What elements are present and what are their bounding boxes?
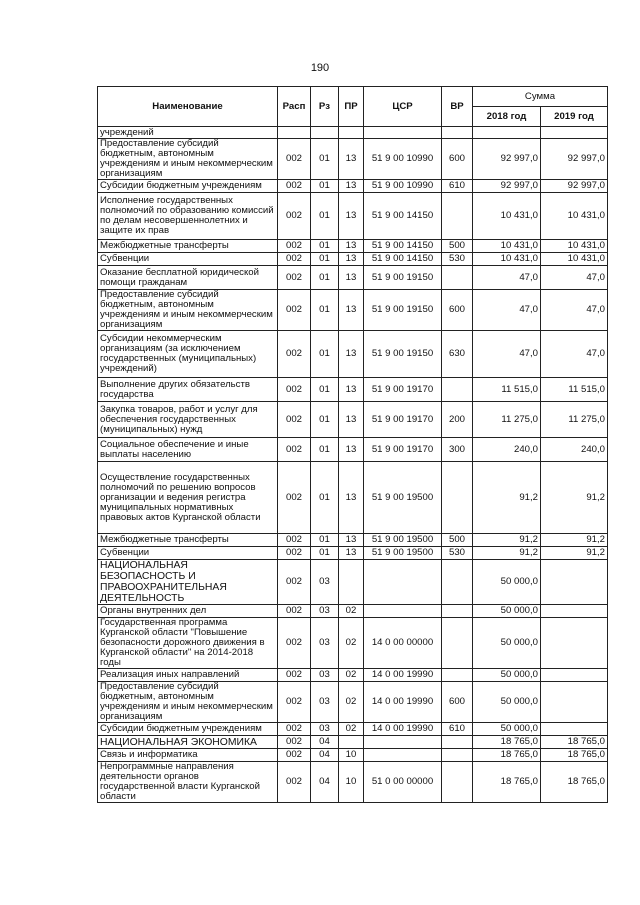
cell-2018: 50 000,0 xyxy=(473,618,541,669)
cell-csr: 51 9 00 14150 xyxy=(364,253,442,266)
cell-vr: 600 xyxy=(442,290,473,331)
cell-rasp: 002 xyxy=(278,547,311,560)
cell-2018: 10 431,0 xyxy=(473,253,541,266)
cell-rz: 01 xyxy=(311,378,339,402)
cell-pr: 13 xyxy=(339,378,364,402)
cell-2019: 10 431,0 xyxy=(541,240,608,253)
cell-2019 xyxy=(541,682,608,723)
cell-vr: 610 xyxy=(442,723,473,736)
cell-2019 xyxy=(541,605,608,618)
table-row xyxy=(98,534,608,547)
cell-rz: 01 xyxy=(311,402,339,438)
cell-2018: 18 765,0 xyxy=(473,762,541,803)
table-row xyxy=(98,547,608,560)
cell-rz: 01 xyxy=(311,331,339,378)
cell-name: НАЦИОНАЛЬНАЯ БЕЗОПАСНОСТЬ И ПРАВООХРАНИТЕЛЬНАЯ ДЕЯТЕЛЬНОСТЬ xyxy=(98,560,278,605)
cell-2018: 11 275,0 xyxy=(473,402,541,438)
table-row xyxy=(98,402,608,438)
cell-rz: 01 xyxy=(311,240,339,253)
table-row xyxy=(98,736,608,749)
cell-name: Межбюджетные трансферты xyxy=(98,534,278,547)
table-row xyxy=(98,438,608,462)
cell-vr xyxy=(442,266,473,290)
cell-rz: 01 xyxy=(311,290,339,331)
table-row xyxy=(98,180,608,193)
cell-name: Связь и информатика xyxy=(98,749,278,762)
cell-2019: 47,0 xyxy=(541,331,608,378)
cell-pr xyxy=(339,736,364,749)
cell-2018: 240,0 xyxy=(473,438,541,462)
cell-rasp: 002 xyxy=(278,180,311,193)
table-row xyxy=(98,240,608,253)
cell-2019: 92 997,0 xyxy=(541,180,608,193)
cell-name: НАЦИОНАЛЬНАЯ ЭКОНОМИКА xyxy=(98,736,278,749)
table-row xyxy=(98,127,608,139)
table-row xyxy=(98,290,608,331)
cell-name: Осуществление государственных полномочий по решению вопросов организации и ведения регистра муниципальных нормативных правовых актов Курганской области xyxy=(98,462,278,534)
cell-pr: 13 xyxy=(339,290,364,331)
cell-csr: 14 0 00 19990 xyxy=(364,669,442,682)
cell-2019: 18 765,0 xyxy=(541,762,608,803)
cell-name: Непрограммные направления деятельности органов государственной власти Курганской области xyxy=(98,762,278,803)
cell-name: Органы внутренних дел xyxy=(98,605,278,618)
cell-2019: 18 765,0 xyxy=(541,749,608,762)
cell-rz: 03 xyxy=(311,669,339,682)
cell-name: Социальное обеспечение и иные выплаты населению xyxy=(98,438,278,462)
cell-2018: 10 431,0 xyxy=(473,240,541,253)
cell-2018: 50 000,0 xyxy=(473,605,541,618)
cell-2018: 50 000,0 xyxy=(473,669,541,682)
cell-pr: 13 xyxy=(339,547,364,560)
cell-name: учреждений xyxy=(98,127,278,139)
cell-rz: 01 xyxy=(311,180,339,193)
cell-csr: 51 9 00 19170 xyxy=(364,438,442,462)
cell-2019: 91,2 xyxy=(541,534,608,547)
cell-csr: 14 0 00 00000 xyxy=(364,618,442,669)
table-row xyxy=(98,139,608,180)
cell-rasp: 002 xyxy=(278,534,311,547)
cell-2019: 47,0 xyxy=(541,290,608,331)
cell-rasp: 002 xyxy=(278,331,311,378)
cell-rz: 01 xyxy=(311,547,339,560)
cell-rasp: 002 xyxy=(278,193,311,240)
cell-rasp: 002 xyxy=(278,378,311,402)
cell-2019: 240,0 xyxy=(541,438,608,462)
header-name: Наименование xyxy=(98,87,278,127)
cell-vr: 500 xyxy=(442,240,473,253)
cell-2019: 10 431,0 xyxy=(541,193,608,240)
table-row xyxy=(98,266,608,290)
cell-rasp: 002 xyxy=(278,682,311,723)
cell-vr xyxy=(442,736,473,749)
cell-vr: 500 xyxy=(442,534,473,547)
cell-name: Межбюджетные трансферты xyxy=(98,240,278,253)
cell-rasp: 002 xyxy=(278,736,311,749)
cell-pr: 13 xyxy=(339,240,364,253)
cell-vr: 200 xyxy=(442,402,473,438)
cell-rz: 03 xyxy=(311,682,339,723)
cell-2018: 47,0 xyxy=(473,290,541,331)
cell-2018: 47,0 xyxy=(473,331,541,378)
cell-2018: 50 000,0 xyxy=(473,560,541,605)
cell-pr: 02 xyxy=(339,682,364,723)
cell-rz: 03 xyxy=(311,618,339,669)
cell-2019: 47,0 xyxy=(541,266,608,290)
page-number: 190 xyxy=(310,62,330,74)
cell-pr: 13 xyxy=(339,402,364,438)
cell-csr: 51 9 00 19500 xyxy=(364,462,442,534)
cell-csr: 51 9 00 14150 xyxy=(364,240,442,253)
cell-pr: 13 xyxy=(339,331,364,378)
cell-2019: 91,2 xyxy=(541,547,608,560)
cell-2018: 50 000,0 xyxy=(473,723,541,736)
cell-rasp: 002 xyxy=(278,723,311,736)
table-row xyxy=(98,462,608,534)
cell-2019: 10 431,0 xyxy=(541,253,608,266)
cell-pr: 13 xyxy=(339,438,364,462)
cell-rasp: 002 xyxy=(278,669,311,682)
cell-vr xyxy=(442,378,473,402)
cell-pr: 13 xyxy=(339,266,364,290)
table-row xyxy=(98,253,608,266)
cell-pr: 13 xyxy=(339,253,364,266)
cell-2018: 18 765,0 xyxy=(473,749,541,762)
cell-2018: 18 765,0 xyxy=(473,736,541,749)
cell-pr: 02 xyxy=(339,618,364,669)
cell-rz: 03 xyxy=(311,605,339,618)
cell-csr: 51 9 00 19500 xyxy=(364,547,442,560)
header-vr: ВР xyxy=(442,87,473,127)
cell-pr: 13 xyxy=(339,180,364,193)
cell-rz: 01 xyxy=(311,193,339,240)
cell-name: Государственная программа Курганской области "Повышение безопасности дорожного движения в Курганской области" на 2014-2018 годы xyxy=(98,618,278,669)
table-row xyxy=(98,749,608,762)
cell-2018: 50 000,0 xyxy=(473,682,541,723)
cell-name: Реализация иных направлений xyxy=(98,669,278,682)
table-row xyxy=(98,669,608,682)
cell-vr xyxy=(442,560,473,605)
cell-2018: 91,2 xyxy=(473,462,541,534)
cell-2018 xyxy=(473,127,541,139)
cell-name: Субвенции xyxy=(98,547,278,560)
cell-2018: 92 997,0 xyxy=(473,180,541,193)
cell-name: Выполнение других обязательств государства xyxy=(98,378,278,402)
cell-rz: 03 xyxy=(311,560,339,605)
cell-vr xyxy=(442,669,473,682)
cell-name: Субсидии некоммерческим организациям (за исключением государственных (муниципальных) учреждений) xyxy=(98,331,278,378)
cell-2019: 11 275,0 xyxy=(541,402,608,438)
table-body xyxy=(98,127,608,803)
table-row xyxy=(98,682,608,723)
cell-csr xyxy=(364,736,442,749)
cell-rz: 03 xyxy=(311,723,339,736)
cell-rasp: 002 xyxy=(278,139,311,180)
cell-2018: 11 515,0 xyxy=(473,378,541,402)
cell-name: Предоставление субсидий бюджетным, автономным учреждениям и иным некоммерческим организациям xyxy=(98,682,278,723)
cell-csr xyxy=(364,560,442,605)
cell-2019 xyxy=(541,560,608,605)
cell-name: Оказание бесплатной юридической помощи гражданам xyxy=(98,266,278,290)
cell-rz xyxy=(311,127,339,139)
header-rz: Рз xyxy=(311,87,339,127)
cell-rz: 01 xyxy=(311,139,339,180)
cell-rasp: 002 xyxy=(278,240,311,253)
cell-name: Закупка товаров, работ и услуг для обеспечения государственных (муниципальных) нужд xyxy=(98,402,278,438)
cell-pr: 10 xyxy=(339,749,364,762)
cell-2018: 47,0 xyxy=(473,266,541,290)
header-pr: ПР xyxy=(339,87,364,127)
cell-rz: 01 xyxy=(311,462,339,534)
cell-rz: 04 xyxy=(311,736,339,749)
cell-csr: 51 9 00 19150 xyxy=(364,290,442,331)
cell-name: Предоставление субсидий бюджетным, автономным учреждениям и иным некоммерческим организациям xyxy=(98,139,278,180)
cell-rasp: 002 xyxy=(278,462,311,534)
table-row xyxy=(98,605,608,618)
cell-vr: 300 xyxy=(442,438,473,462)
cell-csr: 51 9 00 19500 xyxy=(364,534,442,547)
cell-vr xyxy=(442,605,473,618)
header-2018: 2018 год xyxy=(473,107,541,127)
cell-rasp: 002 xyxy=(278,266,311,290)
cell-vr xyxy=(442,762,473,803)
cell-rz: 04 xyxy=(311,749,339,762)
cell-vr xyxy=(442,749,473,762)
header-rasp: Расп xyxy=(278,87,311,127)
cell-csr: 14 0 00 19990 xyxy=(364,682,442,723)
cell-csr: 51 9 00 19170 xyxy=(364,378,442,402)
cell-pr: 02 xyxy=(339,669,364,682)
cell-2019 xyxy=(541,127,608,139)
cell-csr: 14 0 00 19990 xyxy=(364,723,442,736)
table-row xyxy=(98,193,608,240)
cell-csr: 51 9 00 19150 xyxy=(364,266,442,290)
cell-2019 xyxy=(541,618,608,669)
cell-name: Предоставление субсидий бюджетным, автономным учреждениям и иным некоммерческим организациям xyxy=(98,290,278,331)
cell-pr: 13 xyxy=(339,193,364,240)
cell-vr: 630 xyxy=(442,331,473,378)
cell-rasp: 002 xyxy=(278,290,311,331)
cell-2018: 10 431,0 xyxy=(473,193,541,240)
cell-pr xyxy=(339,127,364,139)
cell-name: Субсидии бюджетным учреждениям xyxy=(98,723,278,736)
cell-rz: 01 xyxy=(311,253,339,266)
cell-name: Исполнение государственных полномочий по образованию комиссий по делам несовершеннолетних и защите их прав xyxy=(98,193,278,240)
cell-rasp xyxy=(278,127,311,139)
cell-rasp: 002 xyxy=(278,253,311,266)
table-row xyxy=(98,378,608,402)
cell-csr: 51 9 00 19170 xyxy=(364,402,442,438)
cell-pr: 10 xyxy=(339,762,364,803)
cell-csr: 51 9 00 10990 xyxy=(364,139,442,180)
cell-vr xyxy=(442,193,473,240)
cell-csr: 51 9 00 19150 xyxy=(364,331,442,378)
cell-rz: 01 xyxy=(311,438,339,462)
cell-2018: 91,2 xyxy=(473,534,541,547)
header-2019: 2019 год xyxy=(541,107,608,127)
cell-vr: 530 xyxy=(442,253,473,266)
cell-2019: 92 997,0 xyxy=(541,139,608,180)
cell-csr: 51 0 00 00000 xyxy=(364,762,442,803)
cell-2019: 18 765,0 xyxy=(541,736,608,749)
cell-pr xyxy=(339,560,364,605)
header-csr: ЦСР xyxy=(364,87,442,127)
cell-2019: 91,2 xyxy=(541,462,608,534)
cell-pr: 02 xyxy=(339,723,364,736)
cell-name: Субвенции xyxy=(98,253,278,266)
cell-rasp: 002 xyxy=(278,762,311,803)
table-row xyxy=(98,331,608,378)
cell-csr xyxy=(364,127,442,139)
cell-rasp: 002 xyxy=(278,605,311,618)
cell-pr: 13 xyxy=(339,462,364,534)
cell-csr: 51 9 00 10990 xyxy=(364,180,442,193)
table-header-row xyxy=(98,87,608,107)
table-row xyxy=(98,723,608,736)
cell-vr xyxy=(442,618,473,669)
cell-vr xyxy=(442,127,473,139)
cell-2019: 11 515,0 xyxy=(541,378,608,402)
cell-rz: 01 xyxy=(311,266,339,290)
budget-table xyxy=(97,86,608,803)
table-row xyxy=(98,560,608,605)
cell-2018: 92 997,0 xyxy=(473,139,541,180)
cell-pr: 02 xyxy=(339,605,364,618)
cell-rz: 01 xyxy=(311,534,339,547)
cell-pr: 13 xyxy=(339,534,364,547)
cell-vr: 530 xyxy=(442,547,473,560)
cell-name: Субсидии бюджетным учреждениям xyxy=(98,180,278,193)
cell-rasp: 002 xyxy=(278,402,311,438)
cell-rasp: 002 xyxy=(278,560,311,605)
header-sum: Сумма xyxy=(473,87,608,107)
cell-vr: 610 xyxy=(442,180,473,193)
cell-rasp: 002 xyxy=(278,749,311,762)
cell-2018: 91,2 xyxy=(473,547,541,560)
cell-rasp: 002 xyxy=(278,438,311,462)
cell-rasp: 002 xyxy=(278,618,311,669)
cell-vr: 600 xyxy=(442,682,473,723)
cell-2019 xyxy=(541,723,608,736)
cell-2019 xyxy=(541,669,608,682)
table-row xyxy=(98,618,608,669)
cell-csr xyxy=(364,749,442,762)
table-row xyxy=(98,762,608,803)
cell-vr: 600 xyxy=(442,139,473,180)
cell-pr: 13 xyxy=(339,139,364,180)
cell-rz: 04 xyxy=(311,762,339,803)
cell-vr xyxy=(442,462,473,534)
cell-csr: 51 9 00 14150 xyxy=(364,193,442,240)
cell-csr xyxy=(364,605,442,618)
